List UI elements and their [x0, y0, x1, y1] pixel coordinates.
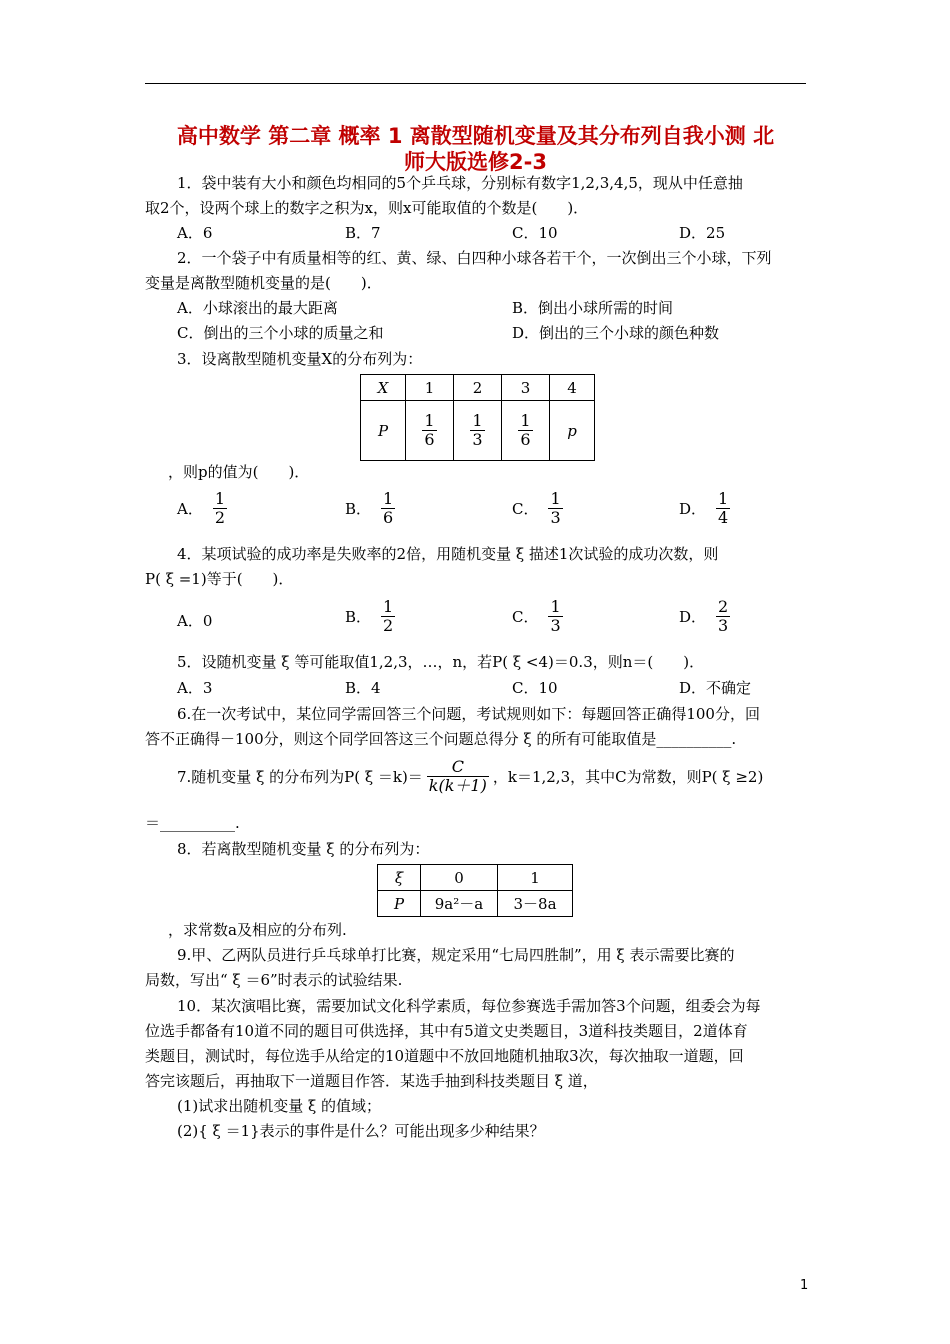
q3-option-a: A． $\frac{1}{2}$	[177, 489, 226, 528]
q6-line-2: 答不正确得－100分，则这个同学回答这三个问题总得分 ξ 的所有可能取值是__________.	[145, 730, 737, 748]
header-rule	[145, 83, 806, 84]
q2-option-a: A．小球滚出的最大距离	[177, 299, 338, 317]
q7-line-1	[177, 758, 763, 796]
q4-option-a: A．0	[177, 612, 213, 630]
q3-option-b: B． $\frac{1}{6}$	[345, 489, 394, 528]
q1-line-1: 1．袋中装有大小和颜色均相同的5个乒乓球，分别标有数字1,2,3,4,5，现从中任意抽	[177, 174, 743, 192]
q2-option-c: C．倒出的三个小球的质量之和	[177, 324, 384, 342]
q7-suffix: ，k＝1,2,3，其中C为常数，则P( ξ ≥2)	[492, 767, 764, 786]
q7-line-2: ＝__________.	[145, 814, 240, 832]
q4-line-1: 4．某项试验的成功率是失败率的2倍，用随机变量 ξ 描述1次试验的成功次数，则	[177, 545, 719, 563]
q5-option-d: D．不确定	[679, 679, 752, 697]
q3-table-cell: p	[550, 401, 595, 461]
q3-table-cell: $\frac{1}{6}$	[406, 401, 454, 461]
q8-distribution-table	[377, 864, 573, 917]
page-number: 1	[800, 1278, 809, 1293]
q3-line-2: ，则p的值为( )．	[168, 463, 310, 481]
q8-line-2: ，求常数a及相应的分布列.	[168, 921, 347, 939]
q7-fraction: $\frac{C}{k(k+1)}$	[428, 757, 487, 796]
q3-table-cell: P	[361, 401, 406, 461]
q8-table-cell: ξ	[378, 865, 421, 891]
q3-table-cell: $\frac{1}{3}$	[454, 401, 502, 461]
q9-line-1: 9.甲、乙两队员进行乒乓球单打比赛，规定采用“七局四胜制”，用 ξ 表示需要比赛的	[177, 946, 735, 964]
q3-table-cell: 3	[502, 375, 550, 401]
q3-table-cell: 1	[406, 375, 454, 401]
q5-line-1: 5．设随机变量 ξ 等可能取值1,2,3，…，n，若P( ξ <4)＝0.3，则n＝( )．	[177, 653, 705, 671]
q4-option-c: C． $\frac{1}{3}$	[512, 597, 561, 636]
q4-option-b: B． $\frac{1}{2}$	[345, 597, 394, 636]
q3-table-cell: 4	[550, 375, 595, 401]
q10-line-5: (1)试求出随机变量 ξ 的值域；	[177, 1097, 382, 1115]
q2-line-1: 2．一个袋子中有质量相等的红、黄、绿、白四种小球各若干个，一次倒出三个小球，下列	[177, 249, 772, 267]
q10-line-3: 类题目，测试时，每位选手从给定的10道题中不放回地随机抽取3次，每次抽取一道题，回	[145, 1047, 744, 1065]
q8-table-cell: 1	[498, 865, 573, 891]
title-line-2: 师大版选修2-3	[404, 150, 547, 174]
title-line-1: 高中数学 第二章 概率 1 离散型随机变量及其分布列自我小测 北	[176, 124, 775, 148]
q9-line-2: 局数，写出“ ξ ＝6”时表示的试验结果.	[145, 971, 403, 989]
q10-line-4: 答完该题后，再抽取下一道题目作答．某选手抽到科技类题目 ξ 道，	[145, 1072, 598, 1090]
q3-table-cell: 2	[454, 375, 502, 401]
q4-line-2: P( ξ =1)等于( )．	[145, 570, 294, 588]
q1-option-c: C．10	[512, 224, 558, 242]
q1-option-b: B．7	[345, 224, 381, 242]
q3-table-cell: X	[361, 375, 406, 401]
q8-line-1: 8．若离散型随机变量 ξ 的分布列为：	[177, 840, 430, 858]
q1-option-a: A．6	[177, 224, 213, 242]
q1-option-d: D．25	[679, 224, 726, 242]
q8-table-cell: 3－8a	[498, 891, 573, 917]
q8-table-cell: 9a²－a	[421, 891, 498, 917]
q3-option-c: C． $\frac{1}{3}$	[512, 489, 561, 528]
q3-line-1: 3．设离散型随机变量X的分布列为：	[177, 350, 423, 368]
q4-option-d: D． $\frac{2}{3}$	[679, 597, 729, 636]
q7-prefix: 7.随机变量 ξ 的分布列为P( ξ ＝k)＝	[177, 767, 423, 786]
q3-distribution-table	[360, 374, 595, 461]
q3-table-cell: $\frac{1}{6}$	[502, 401, 550, 461]
q6-line-1: 6.在一次考试中，某位同学需回答三个问题，考试规则如下：每题回答正确得100分，回	[177, 705, 760, 723]
q5-option-a: A．3	[177, 679, 213, 697]
q10-line-1: 10．某次演唱比赛，需要加试文化科学素质，每位参赛选手需加答3个问题，组委会为每	[177, 997, 761, 1015]
q2-line-2: 变量是离散型随机变量的是( )．	[145, 274, 382, 292]
q5-option-b: B．4	[345, 679, 381, 697]
q2-option-b: B．倒出小球所需的时间	[512, 299, 674, 317]
q2-option-d: D．倒出的三个小球的颜色种数	[512, 324, 720, 342]
q8-table-cell: 0	[421, 865, 498, 891]
q3-option-d: D． $\frac{1}{4}$	[679, 489, 729, 528]
q10-line-6: (2){ ξ ＝1}表示的事件是什么？可能出现多少种结果？	[177, 1122, 545, 1140]
q5-option-c: C．10	[512, 679, 558, 697]
q8-table-cell: P	[378, 891, 421, 917]
q10-line-2: 位选手都备有10道不同的题目可供选择，其中有5道文史类题目，3道科技类题目，2道体育	[145, 1022, 748, 1040]
q1-line-2: 取2个，设两个球上的数字之积为x，则x可能取值的个数是( )．	[145, 199, 589, 217]
